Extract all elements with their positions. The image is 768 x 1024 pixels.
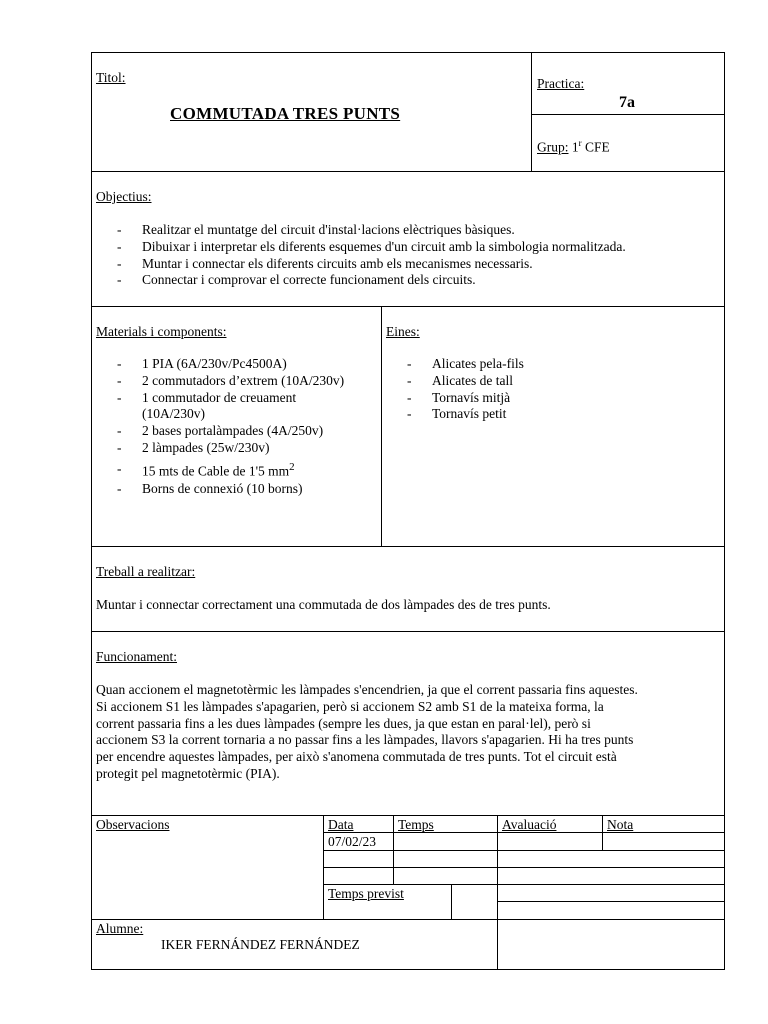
section-divider bbox=[91, 306, 725, 307]
section-divider bbox=[91, 631, 725, 632]
data-value: 07/02/23 bbox=[328, 834, 377, 849]
grid-line bbox=[497, 901, 725, 902]
grid-line bbox=[323, 867, 725, 868]
list-item: - Tornavís mitjà bbox=[407, 389, 511, 405]
treball-text: Muntar i connectar correctament una commutada de dos làmpades des de tres punts. bbox=[96, 597, 551, 612]
titol-label: Titol: bbox=[96, 70, 126, 85]
paragraph-line: accionem S3 la corrent tornaria a no passar fins a les làmpades, llavors s'apagarien. Hi ha tres punts bbox=[96, 732, 634, 748]
materials-eines-divider bbox=[381, 306, 382, 546]
section-divider bbox=[91, 171, 725, 172]
grid-line bbox=[323, 884, 725, 885]
section-divider bbox=[91, 546, 725, 547]
list-item: - Muntar i connectar els diferents circuits amb els mecanismes necessaris. bbox=[117, 255, 533, 271]
list-item: (10A/230v) bbox=[142, 406, 205, 422]
list-item: - Tornavís petit bbox=[407, 406, 507, 422]
grup-value: CFE bbox=[581, 139, 610, 155]
grid-line bbox=[451, 884, 452, 919]
temps-label: Temps bbox=[398, 817, 434, 832]
grup-label: Grup: bbox=[537, 139, 569, 155]
list-item: - 15 mts de Cable de 1'5 $mm^2$ bbox=[117, 460, 295, 479]
list-item: - Connectar i comprovar el correcte funcionament dels circuits. bbox=[117, 272, 476, 288]
materials-label: Materials i components: bbox=[96, 324, 227, 339]
list-item: - Borns de connexió (10 borns) bbox=[117, 481, 303, 497]
paragraph-line: per encendre aquestes làmpades, per això s'anomena commutada de tres punts. Tot el circuit està bbox=[96, 749, 617, 765]
grup-superscript: r bbox=[578, 138, 582, 148]
list-item: - Alicates pela-fils bbox=[407, 356, 524, 371]
data-label: Data bbox=[328, 817, 354, 832]
header-divider bbox=[531, 52, 532, 171]
list-item: - Realitzar el muntatge del circuit d'instal·lacions elèctriques bàsiques. bbox=[117, 222, 515, 237]
list-item: - 2 commutadors d’extrem (10A/230v) bbox=[117, 372, 345, 388]
funcionament-text bbox=[96, 682, 722, 783]
practica-label: Practica: bbox=[537, 76, 585, 91]
alumne-name: IKER FERNÁNDEZ FERNÁNDEZ bbox=[161, 937, 360, 952]
list-item: - Alicates de tall bbox=[407, 372, 513, 388]
practica-value: 7a bbox=[619, 94, 635, 111]
list-item: - 2 bases portalàmpades (4A/250v) bbox=[117, 423, 324, 439]
section-divider bbox=[91, 815, 725, 816]
list-item: - Dibuixar i interpretar els diferents esquemes d'un circuit amb la simbologia normalitzada. bbox=[117, 238, 626, 254]
materials-list bbox=[96, 356, 344, 498]
paragraph-line: Si accionem S1 les làmpades s'apagarien, però si accionem S2 amb S1 de la mateixa forma, la bbox=[96, 698, 604, 714]
funcionament-label: Funcionament: bbox=[96, 649, 177, 664]
grid-line bbox=[323, 850, 725, 851]
list-item: - 2 làmpades (25w/230v) bbox=[117, 439, 270, 455]
objectius-list bbox=[96, 222, 626, 289]
list-item: - 1 commutador de creuament bbox=[117, 389, 297, 405]
grid-line bbox=[91, 919, 725, 920]
avaluacio-label: Avaluació bbox=[502, 817, 557, 832]
grup-number: 1 bbox=[571, 139, 579, 155]
eines-label: Eines: bbox=[386, 324, 420, 339]
paragraph-line: Quan accionem el magnetotèrmic les làmpades s'encendrien, ja que el corrent passaria fins aquestes. bbox=[96, 682, 638, 697]
temps-previst-label: Temps previst bbox=[328, 886, 404, 901]
grup-field bbox=[537, 138, 610, 156]
alumne-label: Alumne: bbox=[96, 921, 144, 936]
practica-grup-divider bbox=[531, 114, 725, 115]
observacions-label: Observacions bbox=[96, 817, 170, 832]
eines-list bbox=[386, 356, 524, 423]
objectius-label: Objectius: bbox=[96, 189, 152, 204]
paragraph-line: protegit pel magnetotèrmic (PIA). bbox=[96, 765, 280, 781]
treball-label: Treball a realitzar: bbox=[96, 564, 196, 579]
grid-line bbox=[497, 815, 498, 970]
list-item: - 1 PIA (6A/230v/Pc4500A) bbox=[117, 356, 287, 371]
paragraph-line: corrent passaria fins a les dues làmpades (sempre les dues, ja que estan en paral·lel), però si bbox=[96, 715, 591, 731]
nota-label: Nota bbox=[607, 817, 634, 832]
document-title: COMMUTADA TRES PUNTS bbox=[170, 104, 401, 123]
